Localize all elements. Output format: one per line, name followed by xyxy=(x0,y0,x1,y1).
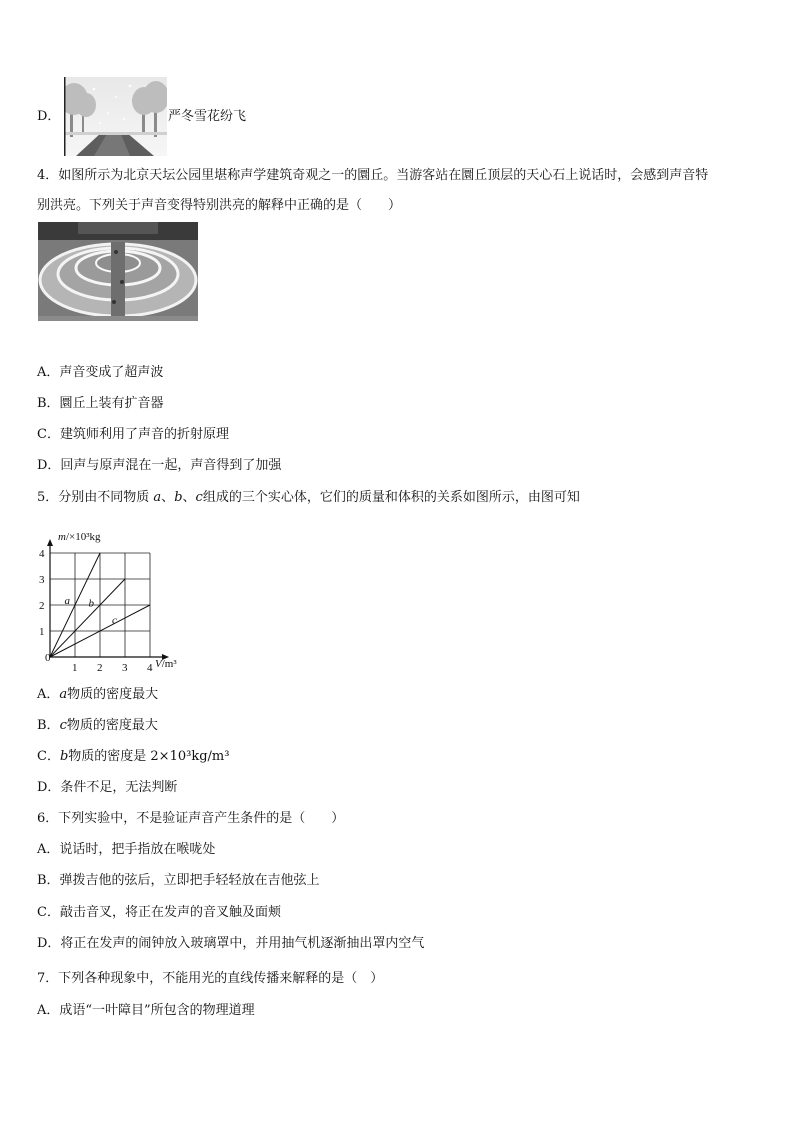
x-tick-label: 2 xyxy=(97,662,103,672)
q4-stem-line1: 4．如图所示为北京天坛公园里堪称声学建筑奇观之一的圜丘。当游客站在圜丘顶层的天心石上说话时，会感到声音特 xyxy=(37,168,709,183)
q7-option-a: A．成语“一叶障目”所包含的物理道理 xyxy=(37,1003,255,1018)
origin-label: 0 xyxy=(45,652,51,664)
mass-volume-chart xyxy=(34,526,194,672)
q6-option-c: C．敲击音叉，将正在发声的音叉触及面颊 xyxy=(37,905,281,920)
q4-option-b: B．圜丘上装有扩音器 xyxy=(37,396,164,411)
q7-stem: 7．下列各种现象中，不能用光的直线传播来解释的是（ ） xyxy=(37,971,384,986)
q5-option-c-label: C． xyxy=(37,749,60,764)
q6-option-b: B．弹拨吉他的弦后，立即把手轻轻放在吉他弦上 xyxy=(37,873,320,888)
series-label-c: c xyxy=(112,614,117,627)
q5-stem-pre: 5．分别由不同物质 xyxy=(37,490,154,505)
q3-option-d xyxy=(37,108,60,126)
q5-sep1: 、 xyxy=(161,490,175,505)
q5-option-d: D．条件不足，无法判断 xyxy=(37,780,178,795)
snow-scene-photo xyxy=(64,77,167,156)
q5-option-c-text: 物质的密度是 2×10³kg/m³ xyxy=(68,749,230,764)
y-tick-label: 2 xyxy=(39,600,45,612)
x-tick-label: 4 xyxy=(147,662,153,672)
q6-option-d: D．将正在发声的闹钟放入玻璃罩中，并用抽气机逐渐抽出罩内空气 xyxy=(37,936,425,951)
q5-stem xyxy=(37,489,580,507)
q3-option-d-caption: 严冬雪花纷飞 xyxy=(168,109,247,124)
q5-var-c: c xyxy=(195,490,203,505)
q5-stem-post: 组成的三个实心体，它们的质量和体积的关系如图所示，由图可知 xyxy=(202,490,580,505)
q5-var-a: a xyxy=(153,490,162,505)
q5-option-b-label: B． xyxy=(37,718,60,733)
q5-option-b-var: c xyxy=(59,718,67,733)
y-tick-label: 1 xyxy=(39,626,45,638)
q5-var-b: b xyxy=(174,490,183,505)
q3-option-d-text xyxy=(168,108,246,126)
x-tick-label: 1 xyxy=(72,662,78,672)
q5-option-c-var: b xyxy=(59,749,69,764)
series-label-a: a xyxy=(64,594,70,607)
x-tick-label: 3 xyxy=(122,662,128,672)
q5-option-a-var: a xyxy=(59,687,68,702)
q6-stem: 6．下列实验中，不是验证声音产生条件的是（ ） xyxy=(37,811,345,826)
series-label-b: b xyxy=(88,597,94,610)
q5-option-b-text: 物质的密度最大 xyxy=(66,718,158,733)
q5-option-a-text: 物质的密度最大 xyxy=(67,687,159,702)
q4-option-c: C．建筑师利用了声音的折射原理 xyxy=(37,427,229,442)
circular-mound-altar-photo xyxy=(38,222,198,321)
q5-option-b xyxy=(37,717,158,735)
q4-option-d: D．回声与原声混在一起，声音得到了加强 xyxy=(37,458,282,473)
x-axis-label: V/m³ xyxy=(155,658,177,670)
q5-option-c xyxy=(37,748,229,766)
y-tick-label: 3 xyxy=(39,574,45,586)
q3-option-d-label: D． xyxy=(37,109,61,124)
y-tick-label: 4 xyxy=(39,548,45,560)
q5-option-a-label: A． xyxy=(37,687,60,702)
q4-option-a: A．声音变成了超声波 xyxy=(37,365,164,380)
q4-stem-line2: 别洪亮。下列关于声音变得特别洪亮的解释中正确的是（ ） xyxy=(37,198,402,213)
y-axis-label: m/×10³kg xyxy=(58,531,101,543)
q5-sep2: 、 xyxy=(182,490,196,505)
q6-option-a: A．说话时，把手指放在喉咙处 xyxy=(37,842,216,857)
y-axis-arrow xyxy=(47,539,53,546)
q5-option-a xyxy=(37,686,158,704)
